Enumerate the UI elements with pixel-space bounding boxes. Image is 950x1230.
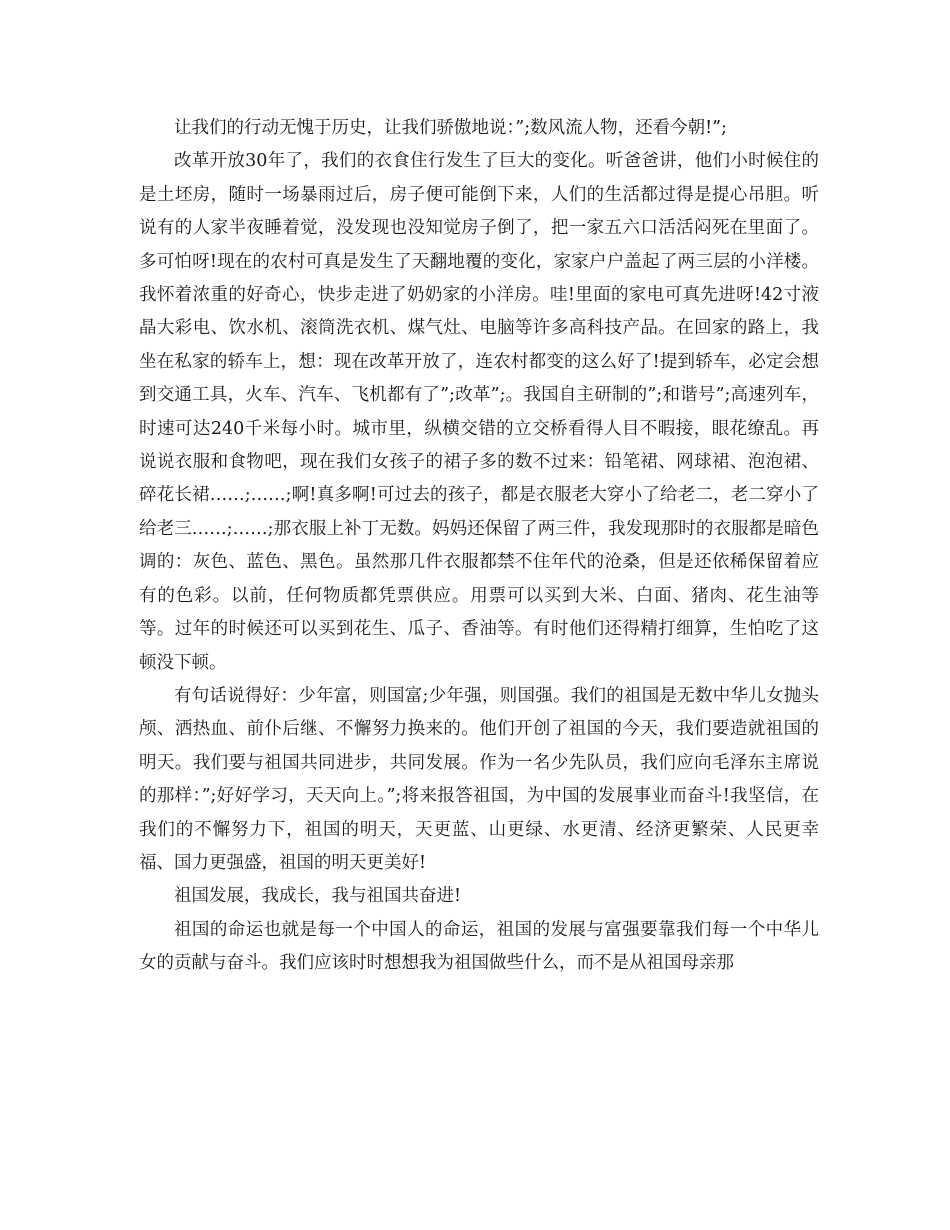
document-body — [139, 112, 819, 981]
paragraph: 有句话说得好：少年富，则国富;少年强，则国强。我们的祖国是无数中华儿女抛头颅、洒热血、前仆后继、不懈努力换来的。他们开创了祖国的今天，我们要造就祖国的明天。我们要与祖国共同进步，共同发展。作为一名少先队员，我们应向毛泽东主席说的那样：”;好好学习，天天向上。”;将来报答祖国，为中国的发展事业而奋斗!我坚信，在我们的不懈努力下，祖国的明天，天更蓝、山更绿、水更清、经济更繁荣、人民更幸福、国力更强盛，祖国的明天更美好! — [139, 685, 819, 873]
paragraph: 让我们的行动无愧于历史，让我们骄傲地说：”;数风流人物，还看今朝!”; — [174, 118, 727, 138]
paragraph: 改革开放30年了，我们的衣食住行发生了巨大的变化。听爸爸讲，他们小时候住的是土坯房，随时一场暴雨过后，房子便可能倒下来，人们的生活都过得是提心吊胆。听说有的人家半夜睡着觉，没发现也没知觉房子倒了，把一家五六口活活闷死在里面了。多可怕呀!现在的农村可真是发生了天翻地覆的变化，家家户户盖起了两三层的小洋楼。我怀着浓重的好奇心，快步走进了奶奶家的小洋房。哇!里面的家电可真先进呀!42寸液晶大彩电、饮水机、滚筒洗衣机、煤气灶、电脑等许多高科技产品。在回家的路上，我坐在私家的轿车上，想：现在改革开放了，连农村都变的这么好了!提到轿车，必定会想到交通工具，火车、汽车、飞机都有了”;改革”;。我国自主研制的”;和谐号”;高速列车，时速可达240千米每小时。城市里，纵横交错的立交桥看得人目不暇接，眼花缭乱。再说说衣服和食物吧，现在我们女孩子的裙子多的数不过来：铅笔裙、网球裙、泡泡裙、碎花长裙……;……;啊!真多啊!可过去的孩子，都是衣服老大穿小了给老二，老二穿小了给老三……;……;那衣服上补丁无数。妈妈还保留了两三件，我发现那时的衣服都是暗色调的：灰色、蓝色、黑色。虽然那几件衣服都禁不住年代的沧桑，但是还依稀保留着应有的色彩。以前，任何物质都凭票供应。用票可以买到大米、白面、猪肉、花生油等等。过年的时候还可以买到花生、瓜子、香油等。有时他们还得精打细算，生怕吃了这顿没下顿。 — [139, 151, 819, 673]
paragraph: 祖国的命运也就是每一个中国人的命运，祖国的发展与富强要靠我们每一个中华儿女的贡献与奋斗。我们应该时时想想我为祖国做些什么，而不是从祖国母亲那 — [139, 919, 819, 974]
paragraph: 祖国发展，我成长，我与祖国共奋进! — [174, 886, 462, 907]
